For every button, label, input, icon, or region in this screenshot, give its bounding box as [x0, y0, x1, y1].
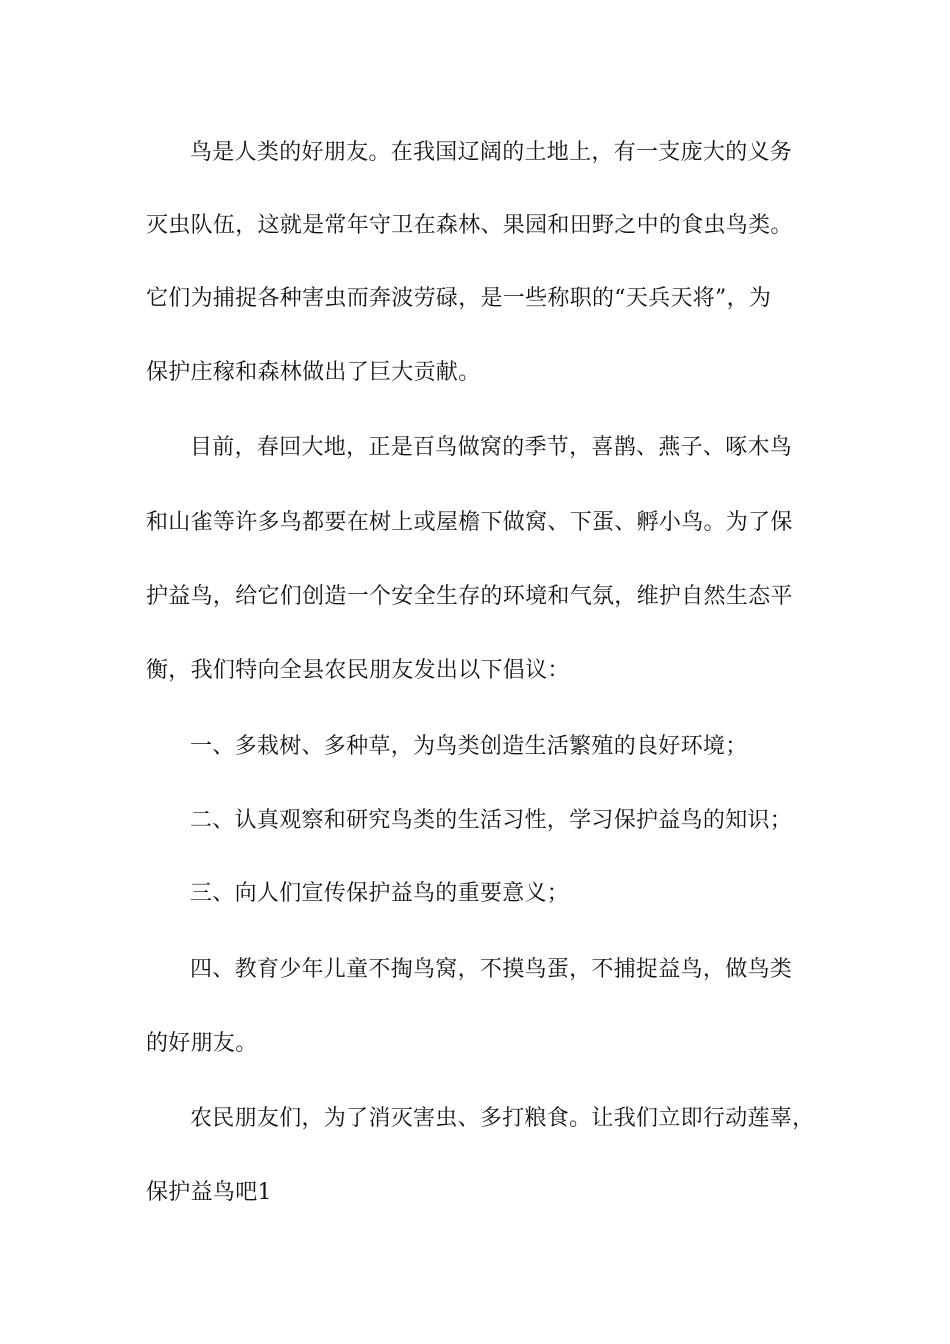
proposal-item-4-line-2: 的好朋友。: [146, 1031, 258, 1056]
paragraph-1-line-4: 保护庄稼和森林做出了巨大贡献。: [146, 360, 481, 385]
paragraph-1-line-1: 鸟是人类的好朋友。在我国辽阔的土地上，有一支庞大的义务: [190, 140, 793, 165]
proposal-item-3: 三、向人们宣传保护益鸟的重要意义；: [190, 881, 570, 906]
proposal-item-1: 一、多栽树、多种草，为鸟类创造生活繁殖的良好环境；: [190, 734, 748, 759]
paragraph-2-line-3: 护益鸟，给它们创造一个安全生存的环境和气氛，维护自然生态平: [146, 584, 793, 609]
proposal-item-4-line-1: 四、教育少年儿童不掏鸟窝，不摸鸟蛋，不捕捉益鸟，做鸟类: [190, 957, 793, 982]
paragraph-2-line-4: 衡，我们特向全县农民朋友发出以下倡议：: [146, 658, 570, 683]
paragraph-2-line-2: 和山雀等许多鸟都要在树上或屋檐下做窝、下蛋、孵小鸟。为了保: [146, 510, 793, 535]
paragraph-1-line-2: 灭虫队伍，这就是常年守卫在森林、果园和田野之中的食虫鸟类。: [146, 213, 793, 238]
closing-line-1: 农民朋友们，为了消灭害虫、多打粮食。让我们立即行动莲辜，: [190, 1106, 815, 1131]
closing-line-2: 保护益鸟吧1: [146, 1180, 272, 1205]
paragraph-2-line-1: 目前，春回大地，正是百鸟做窝的季节，喜鹊、燕子、啄木鸟: [190, 435, 793, 460]
paragraph-1-line-3: 它们为捕捉各种害虫而奔波劳碌，是一些称职的“天兵天将”，为: [146, 286, 772, 311]
proposal-item-2: 二、认真观察和研究鸟类的生活习性，学习保护益鸟的知识；: [190, 808, 793, 833]
